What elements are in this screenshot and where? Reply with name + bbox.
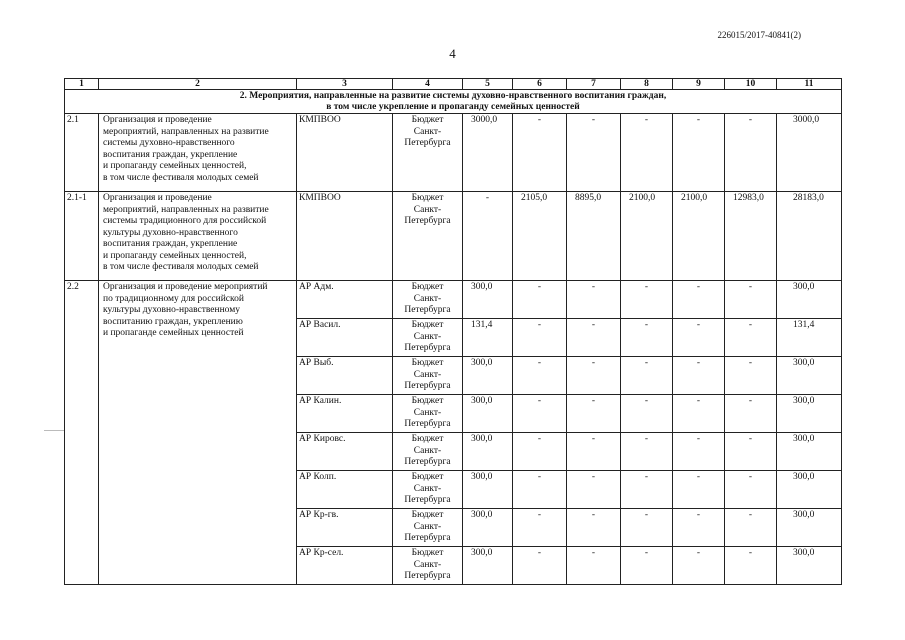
measure-name-line: воспитания граждан, укрепление	[103, 239, 238, 249]
funding-source-line: Бюджет	[411, 320, 444, 330]
measure-name-line: системы традиционного для российской	[103, 216, 267, 226]
measure-name-line: Организация и проведение мероприятий	[103, 282, 268, 292]
column-number: 6	[513, 79, 567, 90]
year-value-cell: -	[725, 509, 777, 547]
column-number-row	[65, 79, 842, 90]
year-value-cell: 300,0	[463, 357, 513, 395]
year-value-cell: -	[513, 281, 567, 319]
total-cell: 300,0	[777, 547, 842, 585]
year-value-cell: 12983,0	[725, 192, 777, 281]
year-value-cell: -	[513, 471, 567, 509]
year-value-cell: -	[567, 395, 621, 433]
executor: КМПВОО	[297, 192, 393, 281]
year-value-cell: -	[725, 357, 777, 395]
measure-name-line: и пропаганду семейных ценностей,	[103, 161, 247, 171]
year-value-cell: -	[567, 547, 621, 585]
year-value-cell: -	[673, 509, 725, 547]
year-value-cell: -	[725, 319, 777, 357]
measure-name-line: системы духовно-нравственного	[103, 138, 235, 148]
executor: АР Кр-сел.	[297, 547, 393, 585]
year-value-cell: -	[725, 433, 777, 471]
row-number: 2.1	[65, 114, 99, 192]
funding-source-line: Петербурга	[404, 419, 451, 429]
year-value-cell: 2100,0	[673, 192, 725, 281]
funding-source-line: Бюджет	[411, 282, 444, 292]
funding-source-line: Петербурга	[404, 457, 451, 467]
funding-source-line: Бюджет	[411, 115, 444, 125]
funding-source-line: Петербурга	[404, 343, 451, 353]
funding-source	[393, 509, 463, 547]
year-value-cell: -	[621, 433, 673, 471]
funding-source	[393, 114, 463, 192]
measure-name-line: культуры духовно-нравственному	[103, 305, 241, 315]
year-value-cell: -	[513, 357, 567, 395]
year-value-cell: -	[567, 433, 621, 471]
total-cell: 28183,0	[777, 192, 842, 281]
funding-source-line: Петербурга	[404, 381, 451, 391]
year-value-cell: -	[725, 114, 777, 192]
funding-source-line: Бюджет	[411, 193, 444, 203]
funding-source	[393, 281, 463, 319]
funding-source-line: Бюджет	[411, 548, 444, 558]
year-value-cell: -	[621, 509, 673, 547]
executor: АР Васил.	[297, 319, 393, 357]
year-value-cell: 3000,0	[463, 114, 513, 192]
funding-source-line: Петербурга	[404, 305, 451, 315]
measure-name	[99, 192, 297, 281]
year-value-cell: -	[513, 395, 567, 433]
measure-name-line: мероприятий, направленных на развитие	[103, 126, 269, 137]
total-cell: 131,4	[777, 319, 842, 357]
funding-source-line: Петербурга	[404, 571, 451, 581]
measure-name-line: культуры духовно-нравственного	[103, 227, 238, 238]
funding-source-line: Бюджет	[411, 358, 444, 368]
year-value-cell: -	[567, 471, 621, 509]
funding-source-line: Санкт-	[413, 126, 442, 137]
row-number: 2.1-1	[65, 192, 99, 281]
year-value-cell: -	[673, 357, 725, 395]
year-value-cell: -	[463, 192, 513, 281]
executor: АР Выб.	[297, 357, 393, 395]
year-value-cell: -	[673, 471, 725, 509]
funding-source-line: Санкт-	[413, 369, 442, 380]
measure-name-line: в том числе фестиваля молодых семей	[103, 262, 259, 272]
funding-source-line: Санкт-	[413, 204, 442, 215]
total-cell: 300,0	[777, 395, 842, 433]
row-number: 2.2	[65, 281, 99, 585]
column-number: 3	[297, 79, 393, 90]
year-value-cell: -	[673, 395, 725, 433]
year-value-cell: -	[621, 114, 673, 192]
year-value-cell: -	[725, 281, 777, 319]
measure-name	[99, 281, 297, 585]
year-value-cell: -	[513, 509, 567, 547]
column-number: 10	[725, 79, 777, 90]
year-value-cell: 300,0	[463, 395, 513, 433]
measure-name-line: воспитания граждан, укрепление	[103, 149, 238, 160]
year-value-cell: -	[725, 547, 777, 585]
total-cell: 300,0	[777, 357, 842, 395]
funding-source-line: Санкт-	[413, 521, 442, 532]
funding-source-line: Санкт-	[413, 407, 442, 418]
year-value-cell: 300,0	[463, 281, 513, 319]
margin-mark	[44, 430, 64, 431]
table-row	[65, 114, 842, 192]
year-value-cell: -	[513, 319, 567, 357]
year-value-cell: -	[513, 433, 567, 471]
column-number: 8	[621, 79, 673, 90]
year-value-cell: -	[621, 357, 673, 395]
executor: АР Колп.	[297, 471, 393, 509]
measure-name-line: воспитанию граждан, укреплению	[103, 316, 243, 327]
year-value-cell: -	[621, 281, 673, 319]
column-number: 11	[777, 79, 842, 90]
table-row	[65, 192, 842, 281]
year-value-cell: -	[621, 547, 673, 585]
year-value-cell: -	[513, 547, 567, 585]
year-value-cell: -	[725, 395, 777, 433]
funding-source	[393, 547, 463, 585]
section-title-line-1: 2. Мероприятия, направленные на развитие системы духовно-нравственного воспитания граждан,	[239, 91, 667, 101]
funding-source	[393, 433, 463, 471]
measure-name-line: Организация и проведение	[103, 115, 212, 125]
funding-source-line: Санкт-	[413, 293, 442, 304]
funding-source-line: Санкт-	[413, 483, 442, 494]
page-number: 4	[449, 46, 456, 61]
section-title-line-2: в том числе укрепление и пропаганду семейных ценностей	[326, 102, 580, 112]
year-value-cell: 300,0	[463, 509, 513, 547]
year-value-cell: -	[621, 319, 673, 357]
funding-source-line: Бюджет	[411, 510, 444, 520]
column-number: 4	[393, 79, 463, 90]
measure-name-line: Организация и проведение	[103, 193, 212, 203]
total-cell: 300,0	[777, 471, 842, 509]
funding-source	[393, 471, 463, 509]
year-value-cell: -	[567, 509, 621, 547]
year-value-cell: -	[673, 281, 725, 319]
funding-source	[393, 395, 463, 433]
funding-source-line: Петербурга	[404, 533, 451, 543]
executor: АР Адм.	[297, 281, 393, 319]
funding-source-line: Санкт-	[413, 331, 442, 342]
total-cell: 3000,0	[777, 114, 842, 192]
measure-name-line: мероприятий, направленных на развитие	[103, 204, 269, 215]
table-row	[65, 281, 842, 319]
measures-table	[64, 78, 842, 585]
measure-name-line: и пропаганде семейных ценностей	[103, 328, 244, 338]
year-value-cell: 8895,0	[567, 192, 621, 281]
year-value-cell: -	[673, 319, 725, 357]
year-value-cell: -	[673, 114, 725, 192]
funding-source-line: Бюджет	[411, 472, 444, 482]
executor: АР Кировс.	[297, 433, 393, 471]
funding-source	[393, 357, 463, 395]
total-cell: 300,0	[777, 281, 842, 319]
executor: АР Кр-гв.	[297, 509, 393, 547]
funding-source	[393, 319, 463, 357]
funding-source-line: Петербурга	[404, 495, 451, 505]
year-value-cell: -	[567, 114, 621, 192]
year-value-cell: -	[621, 395, 673, 433]
funding-source-line: Петербурга	[404, 216, 451, 226]
measure-name	[99, 114, 297, 192]
section-row	[65, 90, 842, 114]
funding-source-line: Петербурга	[404, 138, 451, 148]
year-value-cell: -	[673, 433, 725, 471]
year-value-cell: -	[673, 547, 725, 585]
funding-source-line: Санкт-	[413, 445, 442, 456]
year-value-cell: 2100,0	[621, 192, 673, 281]
executor: КМПВОО	[297, 114, 393, 192]
column-number: 5	[463, 79, 513, 90]
document-number: 226015/2017-40841(2)	[717, 30, 801, 40]
column-number: 9	[673, 79, 725, 90]
total-cell: 300,0	[777, 433, 842, 471]
column-number: 7	[567, 79, 621, 90]
year-value-cell: -	[513, 114, 567, 192]
funding-source	[393, 192, 463, 281]
column-number: 2	[99, 79, 297, 90]
section-title	[65, 90, 842, 114]
measure-name-line: в том числе фестиваля молодых семей	[103, 172, 259, 183]
funding-source-line: Санкт-	[413, 559, 442, 570]
measure-name-line: по традиционному для российской	[103, 293, 244, 304]
year-value-cell: 300,0	[463, 547, 513, 585]
total-cell: 300,0	[777, 509, 842, 547]
year-value-cell: -	[567, 281, 621, 319]
year-value-cell: 300,0	[463, 433, 513, 471]
funding-source-line: Бюджет	[411, 396, 444, 406]
executor: АР Калин.	[297, 395, 393, 433]
year-value-cell: 300,0	[463, 471, 513, 509]
year-value-cell: 2105,0	[513, 192, 567, 281]
year-value-cell: -	[567, 319, 621, 357]
year-value-cell: 131,4	[463, 319, 513, 357]
measure-name-line: и пропаганду семейных ценностей,	[103, 250, 247, 261]
year-value-cell: -	[725, 471, 777, 509]
column-number: 1	[65, 79, 99, 90]
year-value-cell: -	[567, 357, 621, 395]
year-value-cell: -	[621, 471, 673, 509]
funding-source-line: Бюджет	[411, 434, 444, 444]
